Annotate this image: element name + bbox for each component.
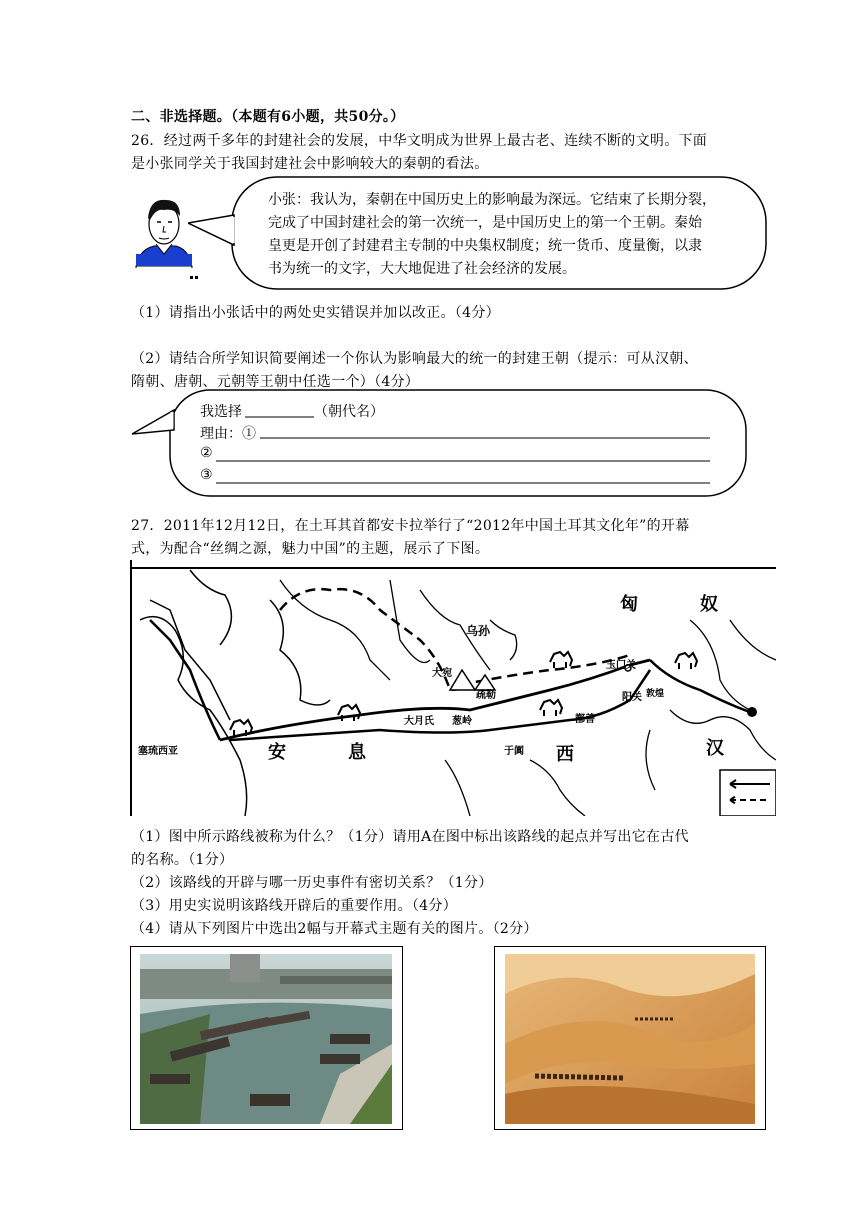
answer-reason-label: 理由：① xyxy=(200,426,256,442)
answer-label-3: ③ xyxy=(200,467,213,483)
q26-sub-question-2-line-2: 隋朝、唐朝、元朝等王朝中任选一个）（4分） xyxy=(131,374,420,390)
desert-caravan-photo xyxy=(505,954,755,1124)
map-label-dunhuang: 敦煌 xyxy=(646,689,665,699)
map-label-anxi-2: 息 xyxy=(348,742,366,763)
q26-sub-question-2-line-1: （2）请结合所学知识简要阐述一个你认为影响最大的统一的封建王朝（提示：可从汉朝、 xyxy=(131,351,698,367)
map-label-yumenguan: 玉门关 xyxy=(606,660,636,671)
map-label-xiongnu-1: 匈 xyxy=(620,594,638,615)
map-label-xi: 西 xyxy=(556,744,574,765)
q27-sub-question-1-line-1: （1）图中所示路线被称为什么？（1分）请用A在图中标出该路线的起点并写出它在古代 xyxy=(131,829,689,845)
q27-sub-question-2: （2）该路线的开辟与哪一历史事件有密切关系？（1分） xyxy=(131,875,493,891)
canal-photo xyxy=(140,954,392,1124)
speech-text-line-1: 小张：我认为，秦朝在中国历史上的影响最为深远。它结束了长期分裂， xyxy=(268,192,716,208)
map-label-xiongnu-2: 奴 xyxy=(700,594,718,615)
q27-intro-line-1: 27．2011年12月12日，在土耳其首都安卡拉举行了“2012年中国土耳其文化年”的开幕 xyxy=(131,518,690,534)
silk-road-map xyxy=(130,560,776,816)
speech-text-line-2: 完成了中国封建社会的第一次统一，是中国历史上的第一个王朝。秦始 xyxy=(268,215,702,231)
reason-input-2[interactable] xyxy=(216,445,710,461)
section-title: 二、非选择题。（本题有6小题，共50分。） xyxy=(131,109,405,125)
map-label-yangguan: 阳关 xyxy=(622,692,642,703)
map-label-shanshan: 鄯善 xyxy=(575,714,595,725)
map-label-shule: 疏勒 xyxy=(476,690,496,701)
answer-label-2: ② xyxy=(200,445,213,461)
q26-intro-line-2: 是小张同学关于我国封建社会中影响较大的秦朝的看法。 xyxy=(131,156,489,172)
map-label-anxi-1: 安 xyxy=(268,742,286,763)
q27-intro-line-2: 式，为配合“丝绸之源，魅力中国”的主题，展示了下图。 xyxy=(131,541,490,557)
map-label-wusun: 乌孙 xyxy=(466,624,491,638)
q27-sub-question-3: （3）用史实说明该路线开辟后的重要作用。（4分） xyxy=(131,898,458,914)
q26-intro-line-1: 26．经过两千多年的封建社会的发展，中华文明成为世界上最古老、连续不断的文明。下面 xyxy=(131,133,708,149)
reason-input-3[interactable] xyxy=(216,467,710,483)
q27-sub-question-1-line-2: 的名称。（1分） xyxy=(131,852,234,868)
dynasty-input-blank[interactable] xyxy=(245,402,314,418)
map-label-congling: 葱岭 xyxy=(452,716,472,727)
q26-sub-question-1: （1）请指出小张话中的两处史实错误并加以改正。（4分） xyxy=(131,305,500,321)
map-label-yutian: 于阗 xyxy=(504,746,524,757)
canal-photo-frame xyxy=(130,946,403,1130)
map-label-dayuezhi: 大月氏 xyxy=(404,716,434,727)
map-label-seleucia: 塞琉西亚 xyxy=(138,746,178,757)
desert-photo-frame xyxy=(494,946,766,1130)
speech-text-line-4: 书为统一的文字，大大地促进了社会经济的发展。 xyxy=(268,261,576,277)
map-label-han: 汉 xyxy=(706,738,724,759)
q27-sub-question-4: （4）请从下列图片中选出2幅与开幕式主题有关的图片。（2分） xyxy=(131,921,538,937)
reason-input-1[interactable] xyxy=(260,423,710,439)
answer-choose-label: 我选择 xyxy=(200,404,242,420)
map-label-dayuan: 大宛 xyxy=(432,668,452,679)
answer-choose-suffix: （朝代名） xyxy=(314,404,384,420)
speech-text-line-3: 皇更是开创了封建君主专制的中央集权制度；统一货币、度量衡，以隶 xyxy=(268,238,702,254)
